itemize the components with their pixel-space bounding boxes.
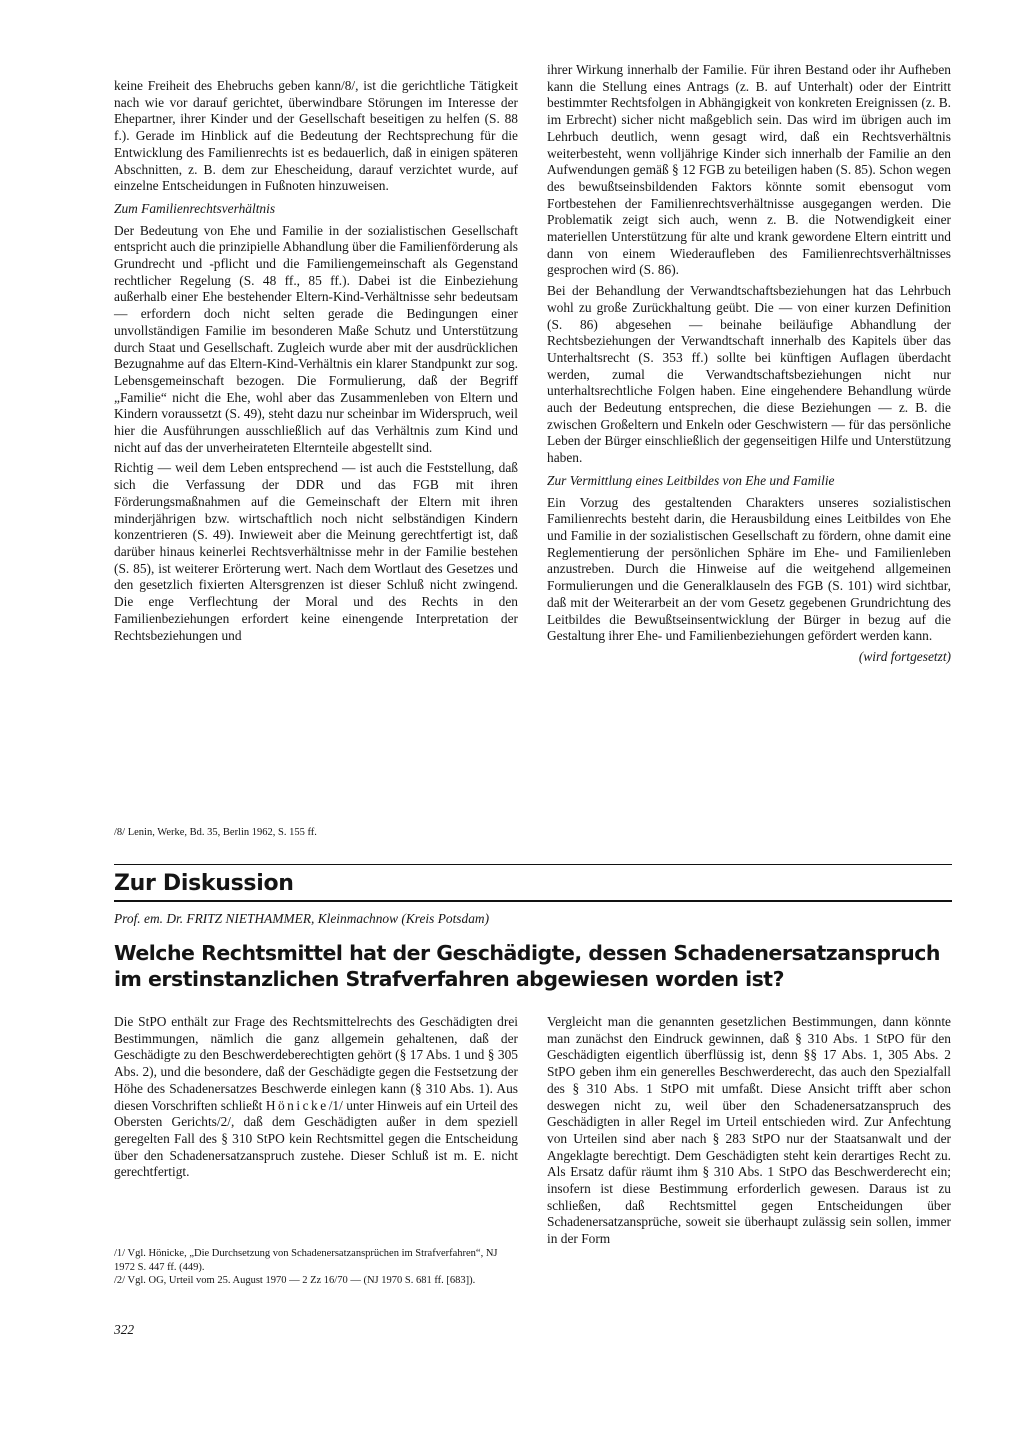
footnote-1: /1/ Vgl. Hönicke, „Die Durchsetzung von Schadenersatzansprüchen im Strafverfahren“, NJ 1972 S. 447 ff. (449).: [114, 1248, 498, 1273]
paragraph-part: /1/ unter Hinweis auf ein Urteil des Obersten Gerichts/2/, daß dem Geschädigten außer in dem speziell geregelten Fall des § 310 StPO kein Rechtsmittel gegen die Entscheidung über den Schadenersatzanspruch zustehe. Dieser Schluß ist m. E. nicht gerechtfertigt.: [114, 1097, 518, 1180]
bottom-left-column: [114, 1014, 518, 1185]
top-left-column: [114, 78, 518, 648]
footnote-8: /8/ Lenin, Werke, Bd. 35, Berlin 1962, S. 155 ff.: [114, 827, 317, 838]
footnote-block-bottom: [114, 1247, 518, 1288]
page-number: 322: [114, 1322, 135, 1337]
bottom-right-column: [547, 1014, 951, 1252]
author-line: Prof. em. Dr. FRITZ NIETHAMMER, Kleinmachnow (Kreis Potsdam): [114, 911, 490, 926]
section-heading: Zur Diskussion: [114, 870, 952, 902]
author-name: Hönicke: [265, 1097, 329, 1113]
paragraph: ihrer Wirkung innerhalb der Familie. Für ihren Bestand oder ihr Aufheben kann die Stellung eines Antrags (z. B. auf Unterhalt) oder der Eintritt bestimmter Rechtsfolgen in Abhängigkeit von konkreten Ereignissen (z. B. im Erbrecht) sicher nicht maßgeblich sein. Das wird im übrigen auch im Lehrbuch deutlich, wenn gesagt wird, daß ein Rechtsverhältnis weiterbesteht, wenn volljährige Kinder sich innerhalb der Familie an den Aufwendungen gemäß § 12 FGB zu beteiligen haben (S. 85). Schon wegen des bewußtseinsbildenden Faktors könnte somit ebensogut vom Fortbestehen der Familienrechtsverhältnisse ausgegangen werden. Die Problematik zeigt sich auch, wenn z. B. die Notwendigkeit einer materiellen Unterstützung für alte und krank gewordene Eltern eintritt und dann von einem Wiederaufleben des Familienrechtsverhältnisses gesprochen wird (S. 86).: [547, 62, 951, 278]
paragraph: Vergleicht man die genannten gesetzlichen Bestimmungen, dann könnte man zunächst den Eindruck gewinnen, daß § 310 Abs. 1 StPO für den Geschädigten eigentlich überflüssig ist, denn §§ 17 Abs. 1, 305 Abs. 2 StPO geben ihm ein generelles Beschwerderecht, das auch den Spezialfall des § 310 Abs. 1 StPO mit umfaßt. Diese Ansicht trifft aber schon deswegen nicht zu, weil über den Schadenersatzanspruch des Geschädigten in aller Regel im Urteil entschieden wird. Zur Anfechtung von Urteilen sind aber nach § 283 StPO nur der Staatsanwalt und der Angeklagte berechtigt. Dem Geschädigten steht kein derartiges Recht zu. Als Ersatz dafür räumt ihm § 310 Abs. 1 StPO das Beschwerderecht ein; insofern ist diese Bestimmung erforderlich gewesen. Daraus ist zu schließen, daß Rechtsmittel gegen Entscheidungen über Schadenersatzansprüche, soweit sie überhaupt zulässig sein sollen, immer in der Form: [547, 1014, 951, 1247]
top-right-column: [547, 62, 951, 670]
subheading: Zur Vermittlung eines Leitbildes von Ehe und Familie: [547, 472, 835, 488]
subheading: Zum Familienrechtsverhältnis: [114, 200, 276, 216]
paragraph-part: Die StPO enthält zur Frage des Rechtsmittelrechts des Geschädigten drei Bestimmungen, nämlich die ganz allgemein gehaltenen, daß der Geschädigte zu den Beschwerdeberechtigten gehört (§ 17 Abs. 1 und § 305 Abs. 2), und die besondere, daß der Geschädigte gegen die Festsetzung der Höhe des Schadenersatzes Beschwerde einlegen kann (§ 310 Abs. 1). Aus diesen Vorschriften schließt: [114, 1014, 518, 1113]
paragraph: Bei der Behandlung der Verwandtschaftsbeziehungen hat das Lehrbuch wohl zu große Zurückhaltung geübt. Die — von einer kurzen Definition (S. 86) abgesehen — beinahe beiläufige Abhandlung der Rechtsbeziehungen der Verwandtschaft innerhalb des Kapitels über das Unterhaltsrecht (S. 353 ff.) sollte bei künftigen Auflagen überdacht werden, zumal die Verwandtschaftsbeziehungen nicht nur unterhaltsrechtliche Folgen haben. Eine eingehendere Behandlung würde auch der Bedeutung entsprechen, die diese Beziehungen — z. B. die zwischen Großeltern und Enkeln oder Geschwistern — für das persönliche Leben der Bürger einschließlich der gegenseitigen Hilfe und Unterstützung haben.: [547, 283, 951, 466]
article-title: Welche Rechtsmittel hat der Geschädigte, dessen Schadenersatzanspruch im erstinstanzlichen Strafverfahren abgewiesen worden ist?: [114, 941, 940, 991]
paragraph: Der Bedeutung von Ehe und Familie in der sozialistischen Gesellschaft entspricht auch die prinzipielle Abhandlung über die Familienförderung als Grundrecht und -pflicht und die Familiengemeinschaft als Gegenstand rechtlicher Regelung (S. 48 ff., 85 ff.). Dabei ist die Einbeziehung außerhalb einer Ehe bestehender Eltern-Kind-Verhältnisse sehr bedeutsam — erfordern doch nicht selten gerade die Bedingungen einer unvollständigen Familie im besonderen Maße Schutz und Unterstützung durch Staat und Gesellschaft. Zugleich wurde aber mit der ausdrücklichen Bezugnahme auf das Eltern-Kind-Verhältnis ein klarer Standpunkt zur sog. Lebensgemeinschaft bezogen. Die Formulierung, daß der Begriff „Familie“ nicht die Ehe, wohl aber das Zusammenleben von Eltern und Kindern voraussetzt (S. 49), steht dazu nur scheinbar im Widerspruch, weil hier die Ausführungen ausschließlich auf das Verhältnis zum Kind und nicht auf das der unverheirateten Elternteile abgestellt sind.: [114, 222, 518, 455]
footnote-block-top: [114, 826, 518, 840]
footnote-2: /2/ Vgl. OG, Urteil vom 25. August 1970 — 2 Zz 16/70 — (NJ 1970 S. 681 ff. [683]).: [114, 1275, 476, 1286]
paragraph: Ein Vorzug des gestaltenden Charakters unseres sozialistischen Familienrechts besteht darin, die Herausbildung eines Leitbildes von Ehe und Familie in der sozialistischen Gesellschaft zu fördern, ohne damit eine Reglementierung der persönlichen Sphäre im Ehe- und Familienleben anzustreben. Durch die Hinweise auf die weitgehend allgemeinen Formulierungen und die Generalklauseln des FGB (S. 101) wird sichtbar, daß mit der Weiterarbeit an der vom Gesetz gegebenen Grundrichtung des Leitbildes die Bewußtseinsentwicklung der Bürger in bezug auf die Gestaltung ihrer Ehe- und Familienbeziehungen gefördert werden kann.: [547, 494, 951, 644]
continued-note: (wird fortgesetzt): [858, 648, 951, 664]
paragraph: Richtig — weil dem Leben entsprechend — ist auch die Feststellung, daß sich die Verfassung der DDR und das FGB mit ihren Förderungsmaßnahmen auf die Gemeinschaft der Eltern mit ihren minderjährigen bzw. wirtschaftlich noch nicht selbständigen Kindern konzentrieren (S. 49). Inwieweit aber die Meinung gerechtfertigt ist, daß darüber hinaus keinerlei Rechtsverhältnisse mehr in der Familie bestehen (S. 85), ist weiterer Erörterung wert. Nach dem Wortlaut des Gesetzes und den gesetzlich fixierten Altersgrenzen ist dieser Schluß nicht zwingend. Die enge Verflechtung der Moral und des Rechts in den Familienbeziehungen erfordert keine einengende Interpretation der Rechtsbeziehungen und: [114, 460, 518, 643]
paragraph: keine Freiheit des Ehebruchs geben kann/8/, ist die gerichtliche Tätigkeit nach wie vor darauf gerichtet, überwindbare Störungen im Interesse der Ehepartner, ihrer Kinder und der Gesellschaft beseitigen zu helfen (S. 88 f.). Gerade im Hinblick auf die Bedeutung der Rechtsprechung für die Entwicklung des Familienrechts ist es bedauerlich, daß in einigen späteren Abschnitten, z. B. dem zur Ehescheidung, darauf verzichtet wurde, auf einzelne Entscheidungen in Fußnoten hinzuweisen.: [114, 78, 518, 194]
paragraph: [114, 1014, 518, 1181]
